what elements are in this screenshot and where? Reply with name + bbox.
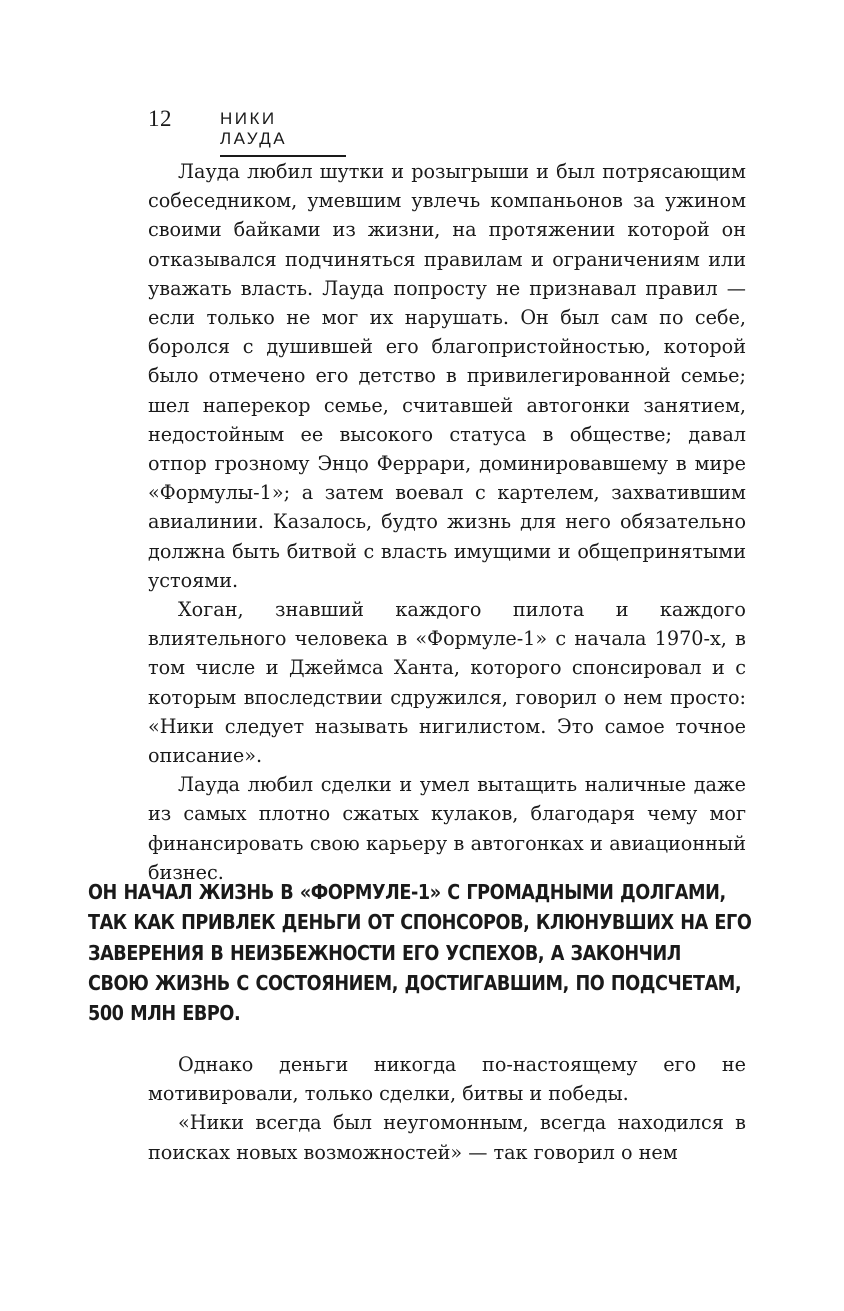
paragraph: Лауда любил шутки и розыгрыши и был потрясающим собеседником, умевшим увлечь компаньонов за ужином своими байками из жизни, на протяжении которой он отказывался подчиняться правилам и ограничениям или уважать власть. Лауда попросту не признавал правил — если только не мог их нарушать. Он был сам по себе, боролся с душившей его благопристойностью, которой было отмечено его детство в привилегированной семье; шел наперекор семье, считавшей автогонки занятием, недостойным ее высокого статуса в обществе; давал отпор грозному Энцо Феррари, доминировавшему в мире «Формулы-1»; а затем воевал с картелем, захватившим авиалинии. Казалось, будто жизнь для него обязательно должна быть битвой с власть имущими и общепринятыми устоями. <box>148 160 746 592</box>
running-title: НИКИ ЛАУДА <box>220 109 346 157</box>
pull-quote-line: 500 МЛН ЕВРО. <box>88 1001 241 1026</box>
paragraph: Однако деньги никогда по-настоящему его не мотивировали, только сделки, битвы и победы. <box>148 1053 746 1106</box>
paragraph: Хоган, знавший каждого пилота и каждого влиятельного человека в «Формуле-1» с начала 1970-х, в том числе и Джеймса Ханта, которого спонсировал и с которым впоследствии сдружился, говорил о нем просто: «Ники следует называть нигилистом. Это самое точное описание». <box>148 598 746 768</box>
main-text-top <box>148 157 746 887</box>
pull-quote-line: СВОЮ ЖИЗНЬ С СОСТОЯНИЕМ, ДОСТИГАВШИМ, ПО ПОДСЧЕТАМ, <box>88 970 742 995</box>
running-head <box>148 104 748 148</box>
pull-quote-line: ЗАВЕРЕНИЯ В НЕИЗБЕЖНОСТИ ЕГО УСПЕХОВ, А ЗАКОНЧИЛ <box>88 940 682 965</box>
pull-quote-line: ОН НАЧАЛ ЖИЗНЬ В «ФОРМУЛЕ-1» С ГРОМАДНЫМИ ДОЛГАМИ, <box>88 880 726 904</box>
main-text-bottom <box>148 1050 746 1167</box>
paragraph: «Ники всегда был неугомонным, всегда находился в поисках новых возможностей» — так говорил о нем <box>148 1111 746 1164</box>
pull-quote-line: ТАК КАК ПРИВЛЕК ДЕНЬГИ ОТ СПОНСОРОВ, КЛЮНУВШИХ НА ЕГО <box>88 910 752 935</box>
paragraph: Лауда любил сделки и умел вытащить наличные даже из самых плотно сжатых кулаков, благодаря чему мог финансировать свою карьеру в автогонках и авиационный бизнес. <box>148 773 746 884</box>
page-number: 12 <box>148 106 172 131</box>
pull-quote <box>88 877 752 1028</box>
